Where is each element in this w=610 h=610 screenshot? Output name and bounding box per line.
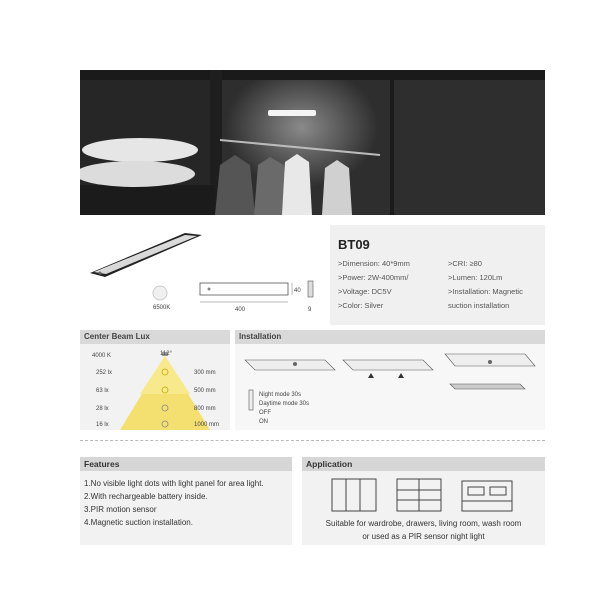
application-panel	[302, 457, 545, 545]
width-dimension: 400	[235, 307, 246, 313]
installation-panel	[235, 330, 545, 430]
beam-lux: 63 lx	[96, 388, 109, 394]
features-title: Features	[80, 457, 292, 471]
features-panel	[80, 457, 292, 545]
features-list	[84, 477, 264, 529]
beam-distance: 800 mm	[194, 406, 216, 412]
beam-lux: 252 lx	[96, 370, 113, 376]
height-dimension: 40	[294, 288, 301, 294]
section-divider	[80, 440, 545, 441]
spec-column-right	[448, 257, 523, 313]
spec-power: >Power: 2W-400mm/	[338, 273, 409, 282]
feature-item: 4.Magnetic suction installation.	[84, 518, 193, 527]
spec-lumen: >Lumen: 120Lm	[448, 273, 503, 282]
product-drawing	[80, 225, 330, 325]
spec-column-left	[338, 257, 410, 313]
spec-installation: >Installation: Magnetic	[448, 287, 523, 296]
application-line1: Suitable for wardrobe, drawers, living room, wash room	[325, 519, 522, 528]
feature-item: 2.With rechargeable battery inside.	[84, 492, 208, 501]
wardrobe-icon	[332, 479, 376, 511]
spec-voltage: >Voltage: DC5V	[338, 287, 392, 296]
depth-dimension: 9	[308, 307, 312, 313]
center-beam-title: Center Beam Lux	[80, 330, 230, 344]
beam-lux: 28 lx	[96, 406, 109, 412]
application-title: Application	[302, 457, 545, 471]
drawers-icon	[397, 479, 441, 511]
center-beam-panel	[80, 330, 230, 430]
mode-switch-icon	[249, 390, 253, 410]
spec-dimension: >Dimension: 40*9mm	[338, 259, 410, 268]
spec-color: >Color: Silver	[338, 301, 384, 310]
color-temp-label: 6500K	[153, 305, 171, 311]
application-line2: or used as a PIR sensor night light	[362, 532, 485, 541]
mode-off: OFF	[259, 410, 271, 416]
beam-lux: 16 lx	[96, 422, 109, 428]
beam-distance: 300 mm	[194, 370, 216, 376]
bed-icon	[462, 481, 512, 511]
beam-angle: 112°	[160, 351, 172, 357]
spec-box	[330, 225, 545, 325]
mode-daytime: Daytime mode 30s	[259, 401, 310, 407]
installation-title: Installation	[235, 330, 545, 344]
feature-item: 1.No visible light dots with light panel for area light.	[84, 479, 264, 488]
spec-installation-cont: suction installation	[448, 301, 510, 310]
beam-color-temp: 4000 K	[92, 353, 112, 359]
mode-night: Night mode 30s	[259, 392, 302, 398]
beam-distance: 500 mm	[194, 388, 216, 394]
beam-distance: 1000 mm	[194, 422, 220, 428]
feature-item: 3.PIR motion sensor	[84, 505, 157, 514]
mode-on: ON	[259, 419, 268, 425]
model-name: BT09	[338, 237, 370, 252]
spec-cri: >CRI: ≥80	[448, 259, 482, 268]
hero-wardrobe-photo	[80, 70, 545, 215]
